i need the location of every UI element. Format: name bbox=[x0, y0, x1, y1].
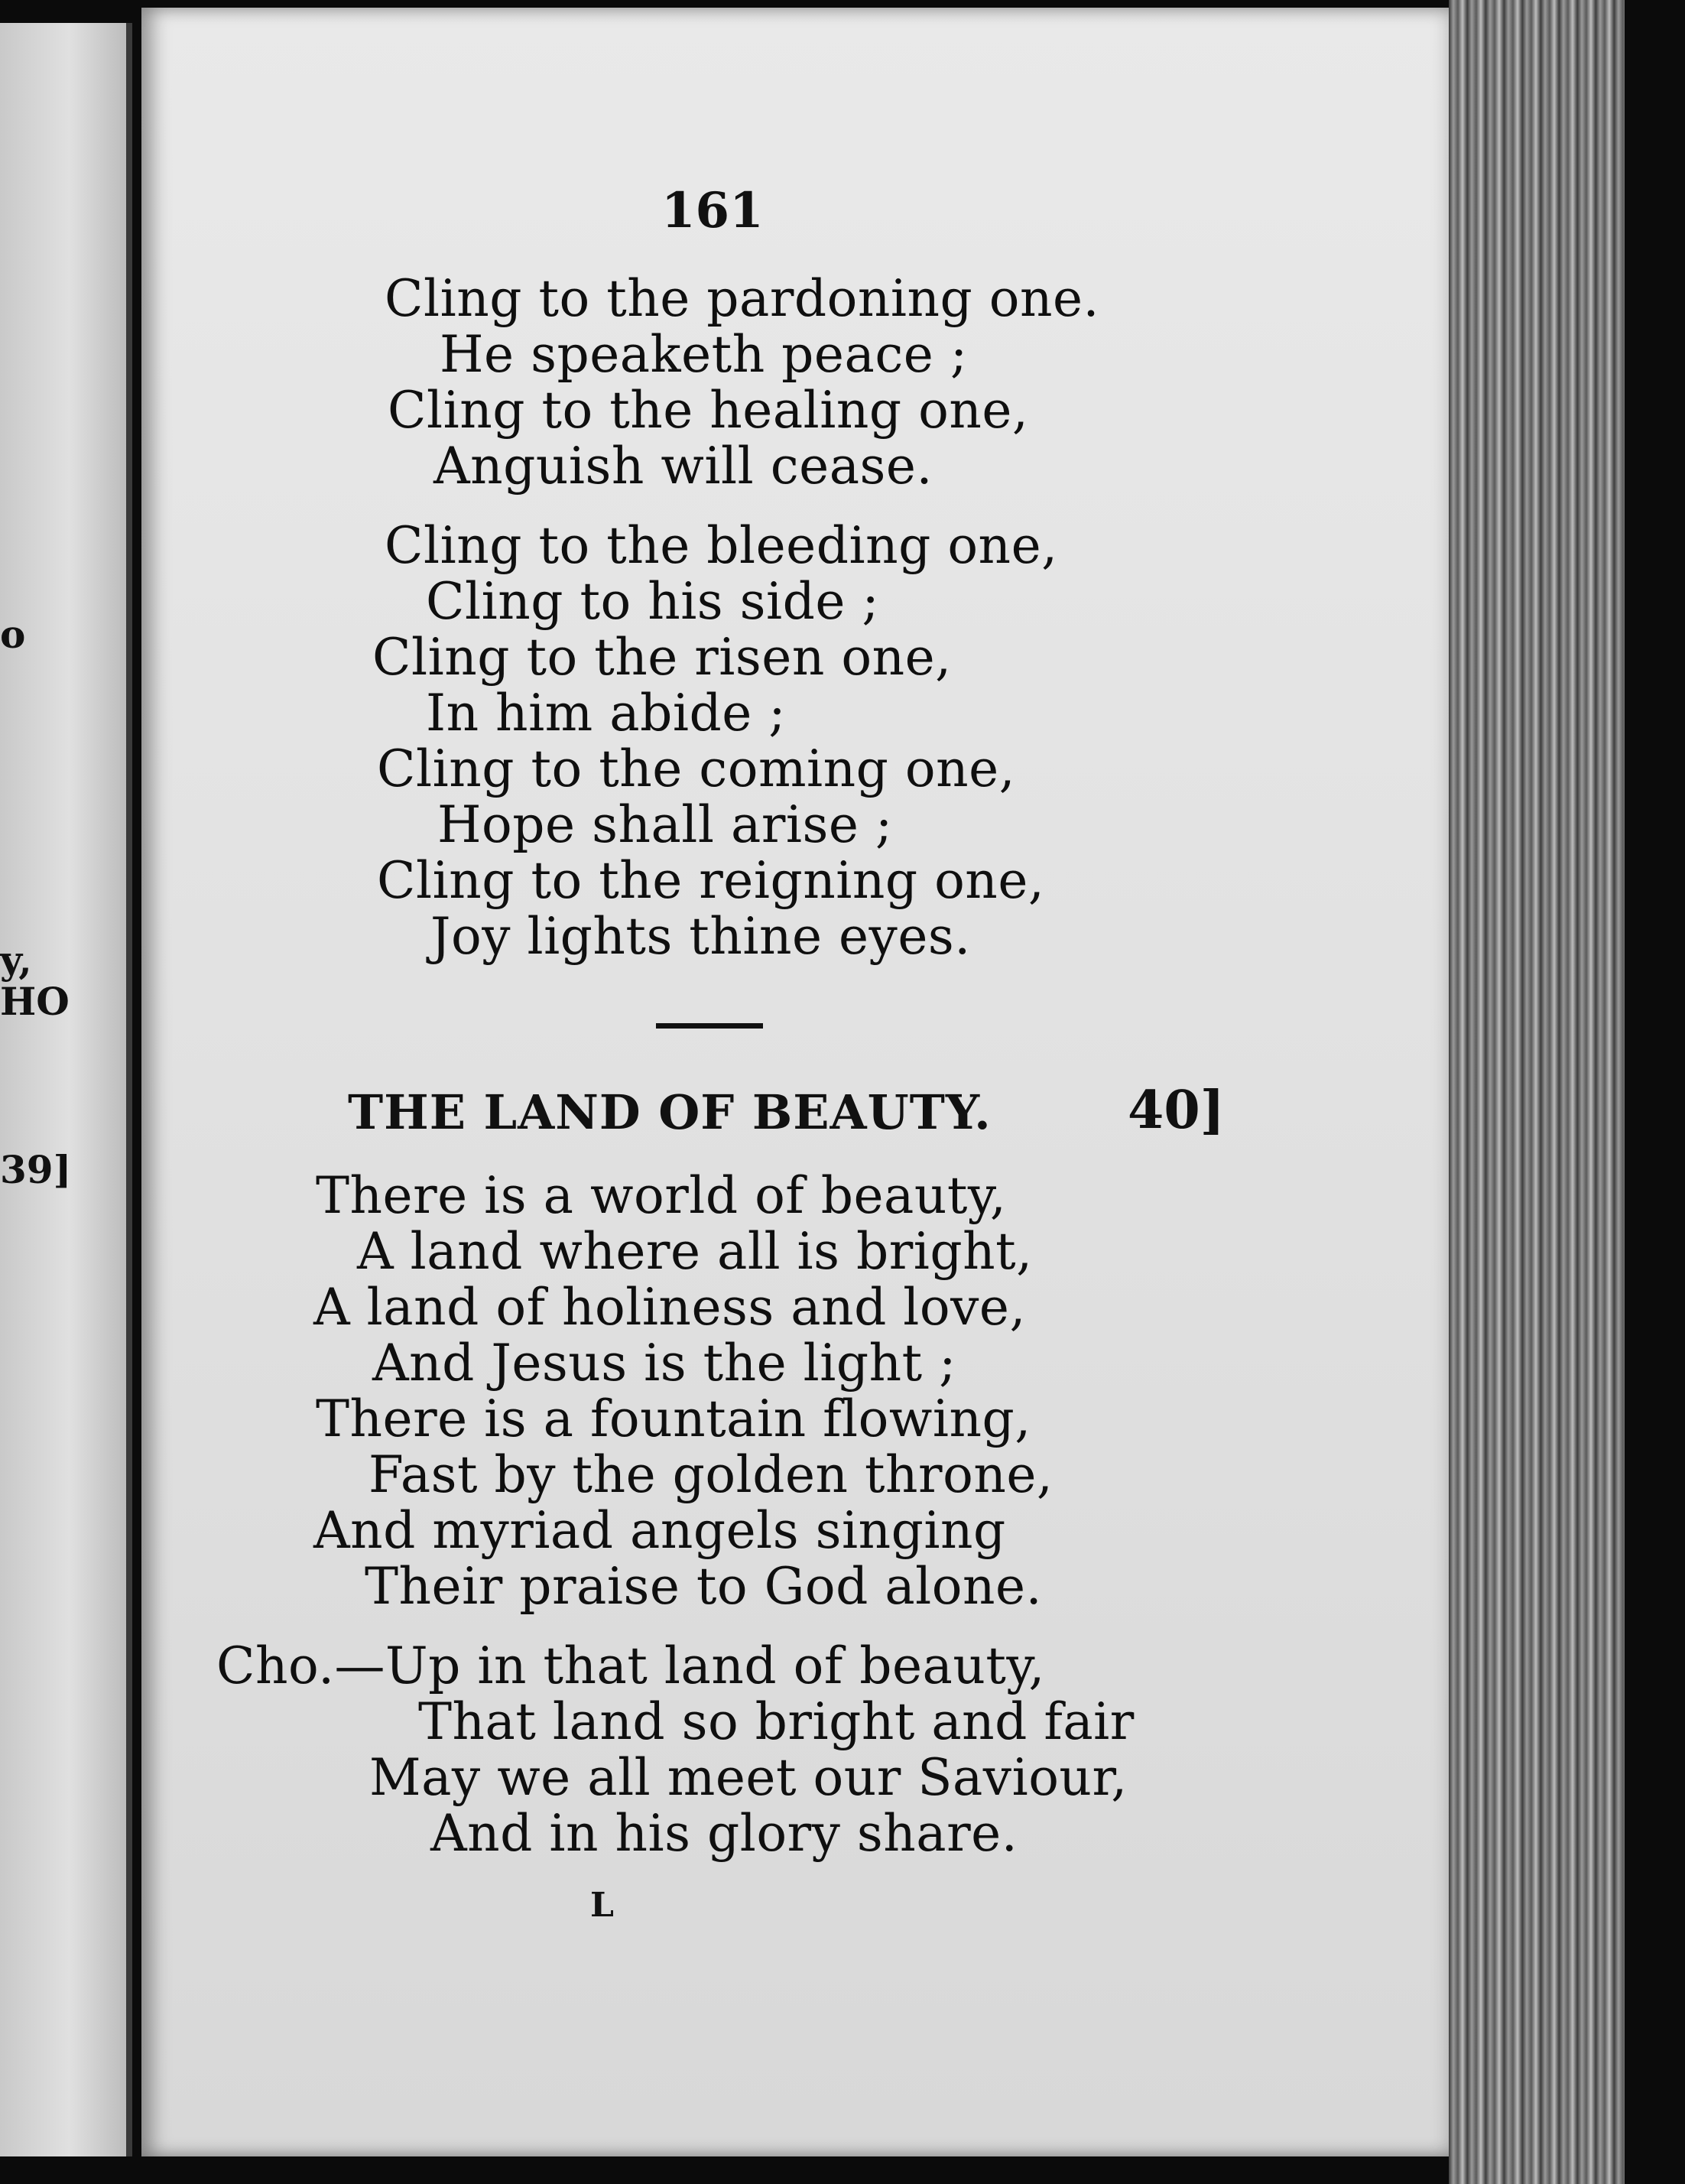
verse-line: A land of holiness and love, bbox=[313, 1278, 1026, 1337]
stanza2-line: Hope shall arise ; bbox=[437, 795, 893, 854]
left-page-fragment: HO bbox=[0, 979, 70, 1024]
verse-line: And Jesus is the light ; bbox=[372, 1334, 956, 1393]
chorus-line: Cho.—Up in that land of beauty, bbox=[216, 1636, 1045, 1695]
left-page-fragment: o bbox=[0, 612, 26, 657]
hymn-number: 40] bbox=[1128, 1080, 1225, 1141]
stanza2-line: Cling to his side ; bbox=[426, 572, 880, 631]
stanza2-line: Cling to the bleeding one, bbox=[385, 516, 1058, 575]
book-page-edges bbox=[1449, 0, 1625, 2184]
verse-line: And myriad angels singing bbox=[313, 1501, 1006, 1560]
stanza1-line: Cling to the healing one, bbox=[388, 381, 1029, 440]
stanza1-line: Cling to the pardoning one. bbox=[385, 269, 1100, 328]
hymn-title: THE LAND OF BEAUTY. bbox=[348, 1084, 992, 1140]
stanza1-line: Anguish will cease. bbox=[433, 437, 933, 496]
left-page-edge bbox=[0, 23, 132, 2156]
dark-background bbox=[1625, 0, 1685, 2184]
left-page-fragment: 39] bbox=[0, 1147, 72, 1192]
verse-line: A land where all is bright, bbox=[357, 1222, 1033, 1281]
verse-line: Fast by the golden throne, bbox=[368, 1445, 1054, 1504]
section-divider bbox=[656, 1023, 763, 1029]
stanza2-line: Joy lights thine eyes. bbox=[430, 907, 971, 966]
verse-line: Their praise to God alone. bbox=[365, 1557, 1043, 1616]
verse-line: There is a fountain flowing, bbox=[316, 1389, 1031, 1448]
stanza2-line: Cling to the risen one, bbox=[372, 628, 952, 687]
chorus-line: And in his glory share. bbox=[430, 1804, 1018, 1863]
left-page-fragment: y, bbox=[0, 938, 32, 983]
page-number: 161 bbox=[661, 182, 764, 239]
signature-mark: L bbox=[590, 1886, 614, 1925]
stanza1-line: He speaketh peace ; bbox=[440, 325, 968, 384]
stanza2-line: In him abide ; bbox=[426, 684, 786, 743]
verse-line: There is a world of beauty, bbox=[316, 1166, 1007, 1225]
chorus-line: May we all meet our Saviour, bbox=[369, 1748, 1128, 1807]
stanza2-line: Cling to the reigning one, bbox=[377, 851, 1045, 910]
stanza2-line: Cling to the coming one, bbox=[377, 739, 1016, 798]
chorus-line: That land so bright and fair bbox=[418, 1692, 1135, 1751]
